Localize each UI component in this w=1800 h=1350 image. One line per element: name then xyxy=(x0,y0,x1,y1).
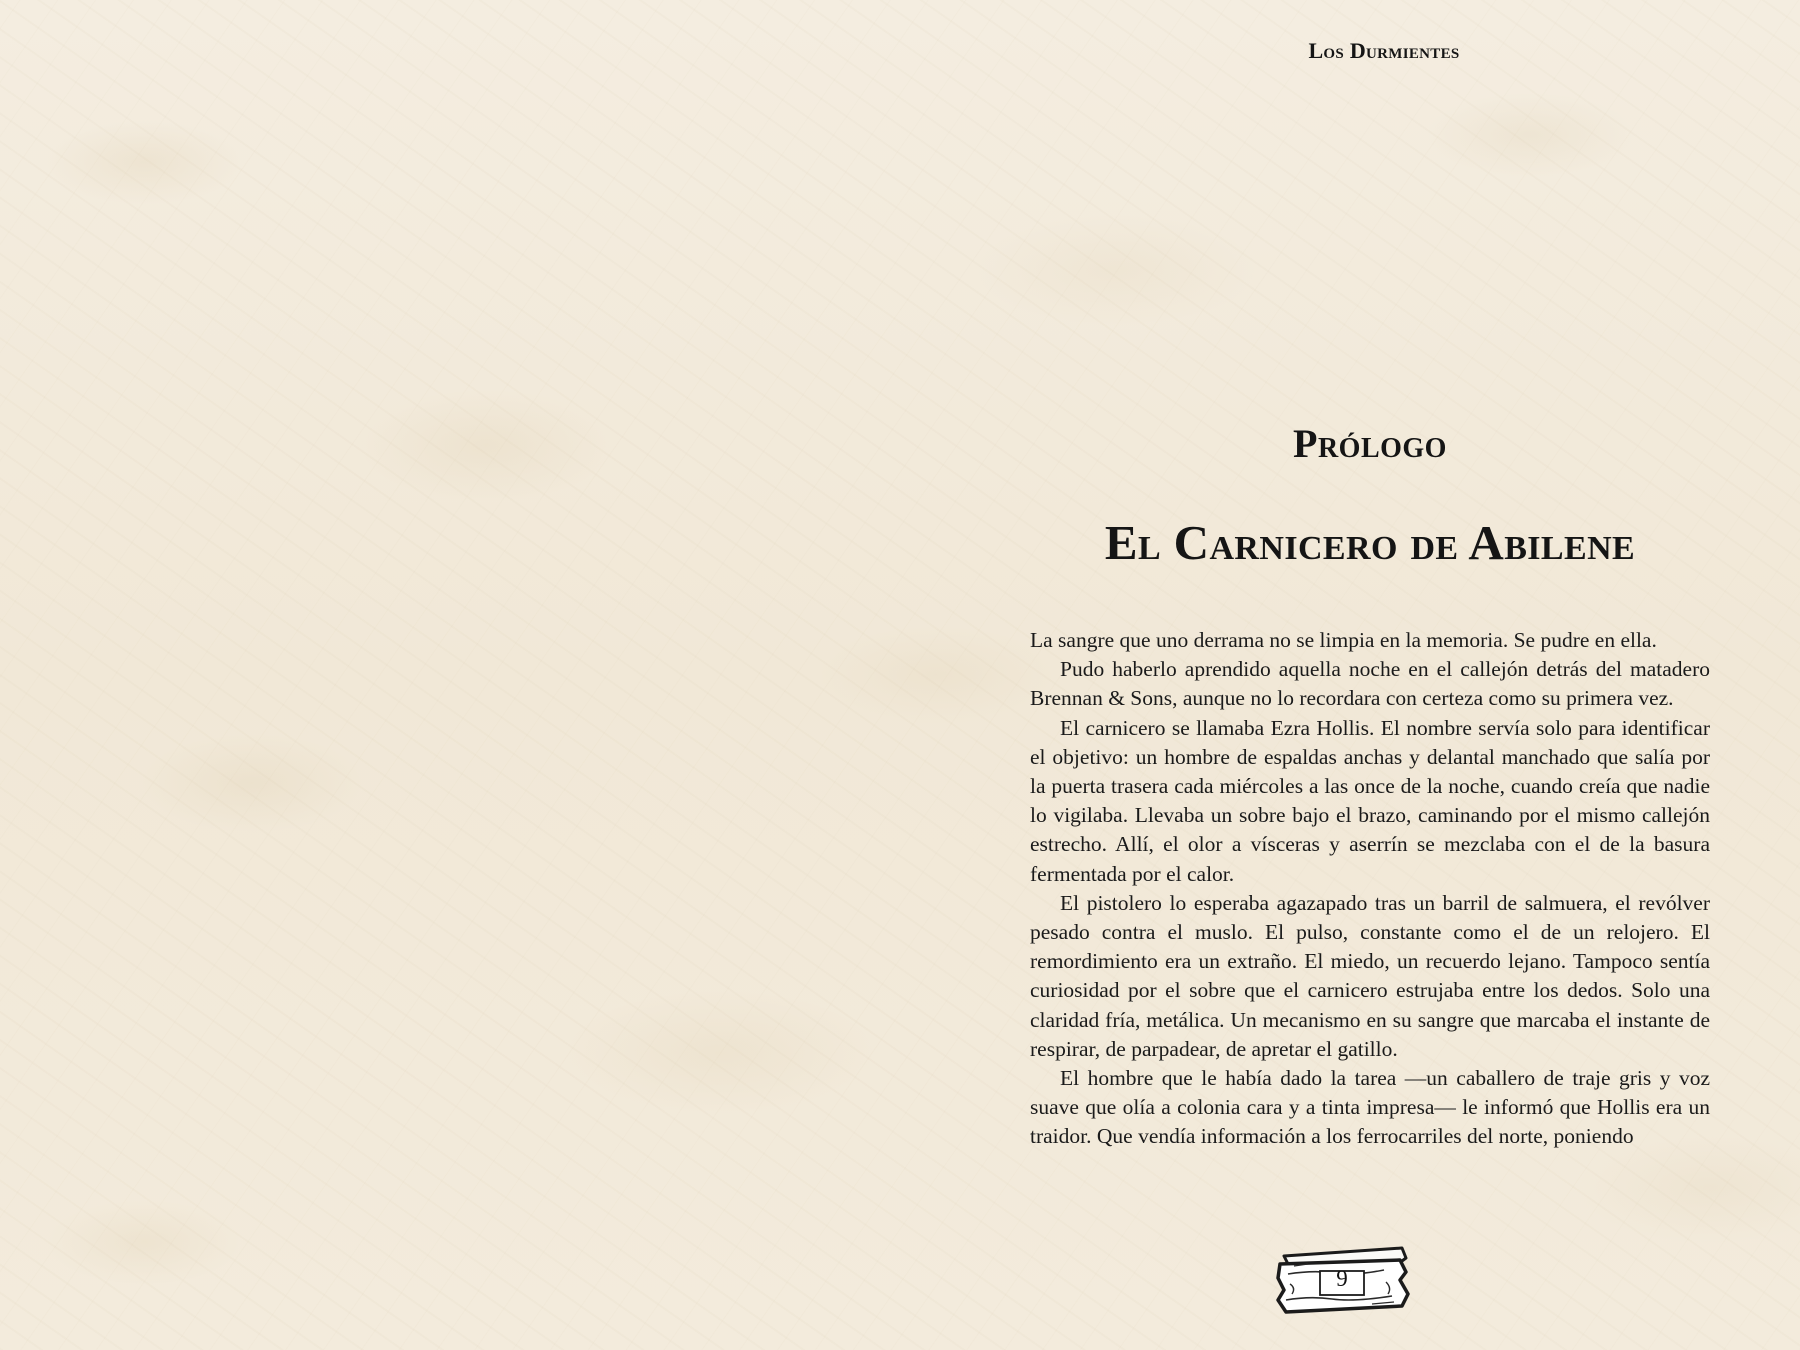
paragraph: El pistolero lo esperaba agazapado tras un barril de salmuera, el revólver pesado contra el muslo. El pulso, constante como el de un relojero. El remordimiento era un extraño. El miedo, un recuerdo lejano. Tampoco sentía curiosidad por el sobre que el carnicero estrujaba entre los dedos. Solo una claridad fría, metálica. Un mecanismo en su sangre que marcaba el instante de respirar, de parpadear, de apretar el gatillo. xyxy=(1030,890,1710,1061)
page-number-plaque xyxy=(1274,1244,1410,1316)
chapter-title: El Carnicero de Abilene xyxy=(1104,515,1636,570)
running-head: Los Durmientes xyxy=(1308,38,1460,63)
chapter-label: Prólogo xyxy=(1293,421,1447,466)
paragraph: La sangre que uno derrama no se limpia en la memoria. Se pudre en ella. xyxy=(1030,628,1657,652)
body-text xyxy=(1030,626,1710,1152)
paragraph: El carnicero se llamaba Ezra Hollis. El nombre servía solo para identificar el objetivo: un hombre de espaldas anchas y delantal manchado que salía por la puerta trasera cada miércoles a las once de la noche, cuando creía que nadie lo vigilaba. Llevaba un sobre bajo el brazo, caminando por el mismo callejón estrecho. Allí, el olor a vísceras y aserrín se mezclaba con el de la basura fermentada por el calor. xyxy=(1030,715,1710,886)
paragraph: El hombre que le había dado la tarea —un caballero de traje gris y voz suave que olía a colonia cara y a tinta impresa— le informó que Hollis era un traidor. Que vendía información a los ferrocarriles del norte, poniendo xyxy=(1030,1066,1710,1149)
page-number: 9 xyxy=(1336,1266,1348,1291)
paragraph: Pudo haberlo aprendido aquella noche en el callejón detrás del matadero Brennan & Sons, aunque no lo recordara con certeza como su primera vez. xyxy=(1030,657,1710,711)
